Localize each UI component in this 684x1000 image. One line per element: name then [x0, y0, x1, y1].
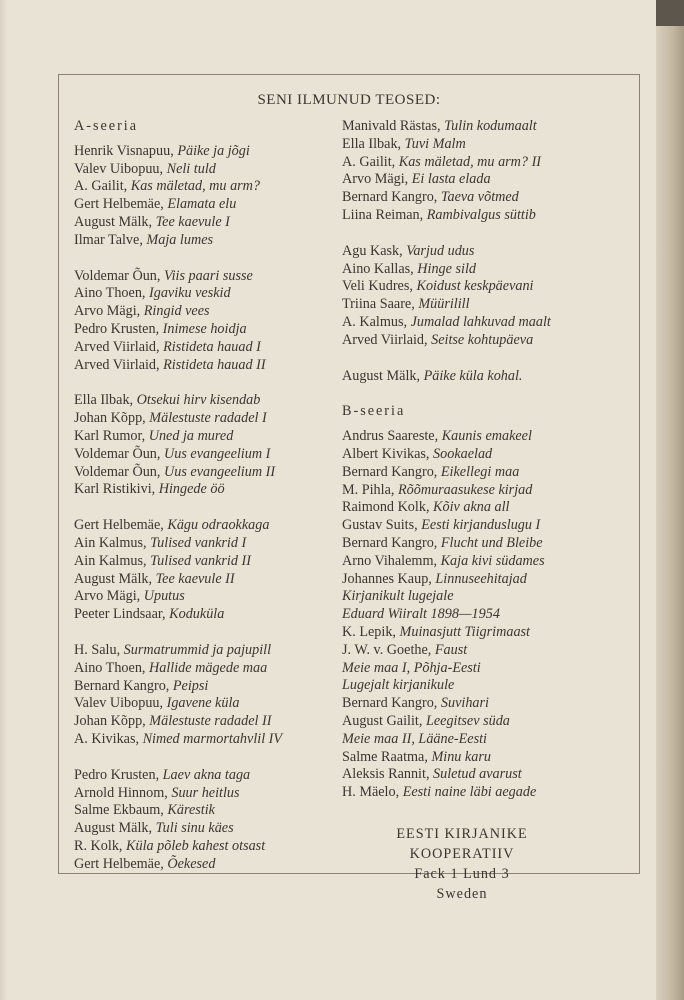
book-entry — [342, 261, 632, 279]
entry-title: Eesti kirjanduslugu I — [421, 517, 541, 534]
book-entry — [74, 802, 336, 820]
book-entry — [342, 660, 632, 678]
entry-author: Bernard Kangro, — [74, 677, 170, 694]
left-groups — [74, 143, 336, 874]
entry-author: Aino Thoen, — [74, 659, 146, 676]
entry-title: Laev akna taga — [162, 766, 251, 783]
entry-title: Ristideta hauad II — [163, 356, 266, 373]
entry-author: Salme Raatma, — [342, 748, 428, 765]
entry-title: Ristideta hauad I — [163, 338, 261, 355]
entry-title: Päike küla kohal. — [423, 367, 523, 384]
entry-group — [74, 517, 336, 624]
entry-title: Kägu odraokkaga — [167, 517, 270, 534]
entry-author: Johannes Kaup, — [342, 570, 432, 587]
book-entry — [74, 678, 336, 696]
entry-author: Veli Kudres, — [342, 278, 413, 295]
entry-title: Ei lasta elada — [411, 171, 491, 188]
entry-author: Agu Kask, — [342, 242, 403, 259]
book-entry — [74, 535, 336, 553]
entry-title: Hingede öö — [158, 481, 225, 498]
entry-author: Arvo Mägi, — [342, 171, 409, 188]
book-entry — [342, 784, 632, 802]
entry-title: Maja lumes — [146, 231, 214, 248]
entry-title: Uputus — [143, 588, 185, 605]
entry-author: Arved Viirlaid, — [74, 338, 160, 355]
entry-title: Ringid vees — [143, 303, 210, 320]
entry-author: Ain Kalmus, — [74, 534, 147, 551]
entry-title: Uus evangeelium I — [163, 445, 271, 462]
page-heading: SENI ILMUNUD TEOSED: — [257, 92, 441, 108]
entry-author: Andrus Saareste, — [342, 428, 439, 445]
book-entry — [342, 731, 632, 749]
entry-title: Viis paari susse — [163, 267, 253, 284]
series-b-label: B-seeria — [342, 403, 406, 420]
entry-author: August Gailit, — [342, 712, 423, 729]
book-entry — [342, 606, 632, 624]
entry-title: Inimese hoidja — [162, 320, 247, 337]
entry-author: A. Gailit, — [342, 153, 396, 170]
entry-author: Albert Kivikas, — [342, 445, 430, 462]
entry-title: Flucht und Bleibe — [440, 534, 543, 551]
entry-title: Muinasjutt Tiigrimaast — [399, 623, 531, 640]
entry-author: Valev Uibopuu, — [74, 695, 164, 712]
entry-title: Eduard Wiiralt 1898—1954 — [342, 606, 500, 623]
entry-author: Johan Kõpp, — [74, 713, 146, 730]
page-edge — [0, 0, 8, 1000]
book-entry — [342, 766, 632, 784]
entry-group — [74, 642, 336, 749]
entry-title: Koidust keskpäevani — [416, 278, 534, 295]
book-entry — [342, 446, 632, 464]
entry-author: Johan Kõpp, — [74, 410, 146, 427]
entry-title: Sookaelad — [433, 445, 493, 462]
entry-title: Lugejalt kirjanikule — [342, 677, 455, 694]
right-groups — [342, 118, 632, 385]
entry-author: Raimond Kolk, — [342, 499, 430, 516]
book-entry — [74, 410, 336, 428]
entry-author: Gustav Suits, — [342, 517, 418, 534]
series-a-label: A-seeria — [74, 118, 139, 134]
entry-author: Arvo Mägi, — [74, 588, 141, 605]
book-entry — [74, 713, 336, 731]
entry-title: Suur heitlus — [171, 784, 240, 801]
book-entry — [342, 482, 632, 500]
entry-title: Koduküla — [169, 606, 225, 623]
book-entry — [74, 660, 336, 678]
entry-author: Henrik Visnapuu, — [74, 142, 174, 159]
entry-group — [342, 118, 632, 225]
entry-title: Rõõmuraasukese kirjad — [397, 481, 533, 498]
entry-author: Voldemar Õun, — [74, 267, 161, 284]
book-entry — [342, 553, 632, 571]
entry-author: Bernard Kangro, — [342, 695, 438, 712]
book-entry — [74, 731, 336, 749]
entry-title: Elamata elu — [167, 196, 237, 213]
entry-group — [74, 767, 336, 874]
entry-title: Linnuseehitajad — [435, 570, 527, 587]
entry-author: Gert Helbemäe, — [74, 517, 164, 534]
entry-author: J. W. v. Goethe, — [342, 641, 432, 658]
book-entry — [342, 296, 632, 314]
entry-title: Nimed marmortahvlil IV — [142, 730, 283, 747]
entry-author: A. Gailit, — [74, 178, 128, 195]
book-entry — [342, 695, 632, 713]
book-entry — [342, 154, 632, 172]
entry-title: Kärestik — [167, 802, 215, 819]
entry-author: Salme Ekbaum, — [74, 802, 164, 819]
spine-shadow — [656, 0, 684, 26]
entry-title: Igaviku veskid — [149, 285, 231, 302]
book-entry — [342, 749, 632, 767]
book-entry — [74, 339, 336, 357]
entry-author: Valev Uibopuu, — [74, 160, 164, 177]
book-entry — [342, 207, 632, 225]
book-entry — [74, 464, 336, 482]
book-entry — [342, 171, 632, 189]
entry-title: Müürilill — [418, 296, 470, 313]
book-entry — [74, 606, 336, 624]
entry-author: Bernard Kangro, — [342, 534, 438, 551]
entry-author: Arvo Mägi, — [74, 303, 141, 320]
book-entry — [74, 428, 336, 446]
entry-title: Peipsi — [172, 677, 209, 694]
entry-title: Meie maa I, Põhja-Eesti — [342, 659, 481, 676]
book-entry — [74, 143, 336, 161]
book-entry — [74, 785, 336, 803]
entry-group — [74, 143, 336, 250]
book-spine — [656, 0, 684, 1000]
book-entry — [74, 214, 336, 232]
book-entry — [342, 278, 632, 296]
entry-title: Neli tuld — [166, 160, 216, 177]
entry-author: Manivald Rästas, — [342, 118, 441, 134]
entry-author: Liina Reiman, — [342, 206, 424, 223]
book-entry — [342, 499, 632, 517]
book-entry — [74, 268, 336, 286]
entry-author: Gert Helbemäe, — [74, 196, 164, 213]
entry-author: Ain Kalmus, — [74, 552, 147, 569]
book-entry — [74, 303, 336, 321]
entry-group — [342, 243, 632, 350]
book-entry — [342, 624, 632, 642]
entry-title: Mälestuste radadel II — [149, 713, 272, 730]
entry-title: Küla põleb kahest otsast — [126, 837, 266, 854]
entry-title: Jumalad lahkuvad maalt — [410, 313, 551, 330]
book-entry — [74, 767, 336, 785]
book-entry — [74, 820, 336, 838]
book-entry — [74, 285, 336, 303]
book-entry — [342, 571, 632, 589]
book-entry — [342, 713, 632, 731]
entry-title: Uned ja mured — [148, 427, 234, 444]
entry-title: Taeva võtmed — [440, 189, 519, 206]
book-entry — [74, 357, 336, 375]
entry-author: H. Salu, — [74, 641, 121, 658]
entry-group — [74, 268, 336, 375]
entry-author: M. Pihla, — [342, 481, 395, 498]
entry-author: A. Kalmus, — [342, 313, 408, 330]
publisher-line: Fack 1 Lund 3 — [414, 865, 510, 882]
entry-group — [342, 368, 632, 386]
entry-author: Ilmar Talve, — [74, 231, 143, 248]
entry-title: Hallide mägede maa — [149, 659, 268, 676]
entry-author: Ella Ilbak, — [342, 135, 402, 152]
publisher-line: EESTI KIRJANIKE — [396, 825, 528, 842]
book-entry — [74, 838, 336, 856]
entry-author: Voldemar Õun, — [74, 463, 161, 480]
entry-author: Aino Thoen, — [74, 285, 146, 302]
publisher-line: KOOPERATIIV — [409, 845, 515, 862]
book-entry — [74, 517, 336, 535]
entry-title: Õekesed — [167, 855, 216, 872]
entry-title: Kaja kivi südames — [440, 552, 545, 569]
entry-title: Meie maa II, Lääne-Eesti — [342, 730, 487, 747]
entry-author: H. Mäelo, — [342, 784, 400, 801]
entry-author: K. Lepik, — [342, 623, 396, 640]
entry-title: Eikellegi maa — [440, 463, 520, 480]
entry-author: August Mälk, — [74, 213, 153, 230]
entry-author: Voldemar Õun, — [74, 445, 161, 462]
book-entry — [342, 464, 632, 482]
entry-author: Aleksis Rannit, — [342, 766, 430, 783]
book-entry — [342, 368, 632, 386]
entry-title: Suletud avarust — [433, 766, 522, 783]
book-entry — [342, 535, 632, 553]
book-entry — [74, 856, 336, 874]
book-entry — [74, 392, 336, 410]
entry-title: Tuvi Malm — [404, 135, 466, 152]
entry-author: Gert Helbemäe, — [74, 855, 164, 872]
book-entry — [342, 332, 632, 350]
entry-group — [74, 392, 336, 499]
book-entry — [74, 161, 336, 179]
book-entry — [74, 481, 336, 499]
entry-author: R. Kolk, — [74, 837, 123, 854]
entry-author: Karl Rumor, — [74, 427, 146, 444]
entry-author: August Mälk, — [74, 820, 153, 837]
entry-title: Surmatrummid ja pajupill — [123, 641, 272, 658]
book-entry — [342, 677, 632, 695]
entry-author: August Mälk, — [342, 367, 421, 384]
book-entry — [74, 571, 336, 589]
book-entry — [342, 189, 632, 207]
entry-title: Leegitsev süda — [425, 712, 510, 729]
entry-title: Kirjanikult lugejale — [342, 588, 454, 605]
entry-title: Eesti naine läbi aegade — [402, 784, 537, 801]
entry-title: Uus evangeelium II — [163, 463, 276, 480]
publisher-line: Sweden — [436, 885, 488, 902]
entry-title: Faust — [434, 641, 468, 658]
entry-title: Kas mäletad, mu arm? — [130, 178, 261, 195]
book-entry — [342, 243, 632, 261]
entry-title: Suvihari — [440, 695, 489, 712]
entry-author: Bernard Kangro, — [342, 189, 438, 206]
entry-author: Triina Saare, — [342, 296, 415, 313]
book-entry — [74, 178, 336, 196]
entry-author: Karl Ristikivi, — [74, 481, 156, 498]
book-entry — [342, 588, 632, 606]
entry-title: Tuli sinu käes — [155, 820, 234, 837]
book-entry — [342, 118, 632, 136]
entry-title: Seitse kohtupäeva — [431, 331, 534, 348]
entry-title: Otsekui hirv kisendab — [136, 392, 261, 409]
book-entry — [342, 314, 632, 332]
entry-title: Hinge sild — [417, 260, 476, 277]
entry-title: Tee kaevule II — [155, 570, 235, 587]
entry-title: Tulised vankrid II — [150, 552, 251, 569]
entry-title: Tee kaevule I — [155, 213, 230, 230]
publisher-block — [342, 824, 582, 904]
entry-title: Kas mäletad, mu arm? II — [398, 153, 542, 170]
series-b-list — [342, 428, 632, 802]
book-entry — [342, 517, 632, 535]
left-column — [74, 118, 336, 891]
book-entry — [74, 446, 336, 464]
entry-author: Arnold Hinnom, — [74, 784, 168, 801]
book-entry — [74, 232, 336, 250]
entry-title: Päike ja jõgi — [177, 142, 250, 159]
book-entry — [342, 642, 632, 660]
book-entry — [342, 428, 632, 446]
entry-author: Ella Ilbak, — [74, 392, 134, 409]
entry-author: Arno Vihalemm, — [342, 552, 438, 569]
entry-author: Aino Kallas, — [342, 260, 414, 277]
entry-author: Pedro Krusten, — [74, 320, 160, 337]
entry-author: August Mälk, — [74, 570, 153, 587]
entry-author: Bernard Kangro, — [342, 463, 438, 480]
entry-title: Kõiv akna all — [433, 499, 510, 516]
entry-author: A. Kivikas, — [74, 730, 140, 747]
entry-author: Peeter Lindsaar, — [74, 606, 166, 623]
book-entry — [74, 196, 336, 214]
book-entry — [74, 588, 336, 606]
book-entry — [74, 321, 336, 339]
right-column — [342, 118, 632, 904]
entry-title: Kaunis emakeel — [441, 428, 532, 445]
entry-title: Rambivalgus süttib — [426, 206, 536, 223]
entry-title: Tulised vankrid I — [150, 534, 247, 551]
book-entry — [74, 642, 336, 660]
book-entry — [74, 553, 336, 571]
entry-title: Varjud udus — [406, 242, 475, 259]
entry-title: Tulin kodumaalt — [444, 118, 537, 134]
entry-author: Pedro Krusten, — [74, 766, 160, 783]
entry-author: Arved Viirlaid, — [74, 356, 160, 373]
book-entry — [74, 695, 336, 713]
entry-title: Igavene küla — [166, 695, 240, 712]
entry-title: Minu karu — [431, 748, 491, 765]
book-entry — [342, 136, 632, 154]
entry-title: Mälestuste radadel I — [149, 410, 267, 427]
entry-author: Arved Viirlaid, — [342, 331, 428, 348]
